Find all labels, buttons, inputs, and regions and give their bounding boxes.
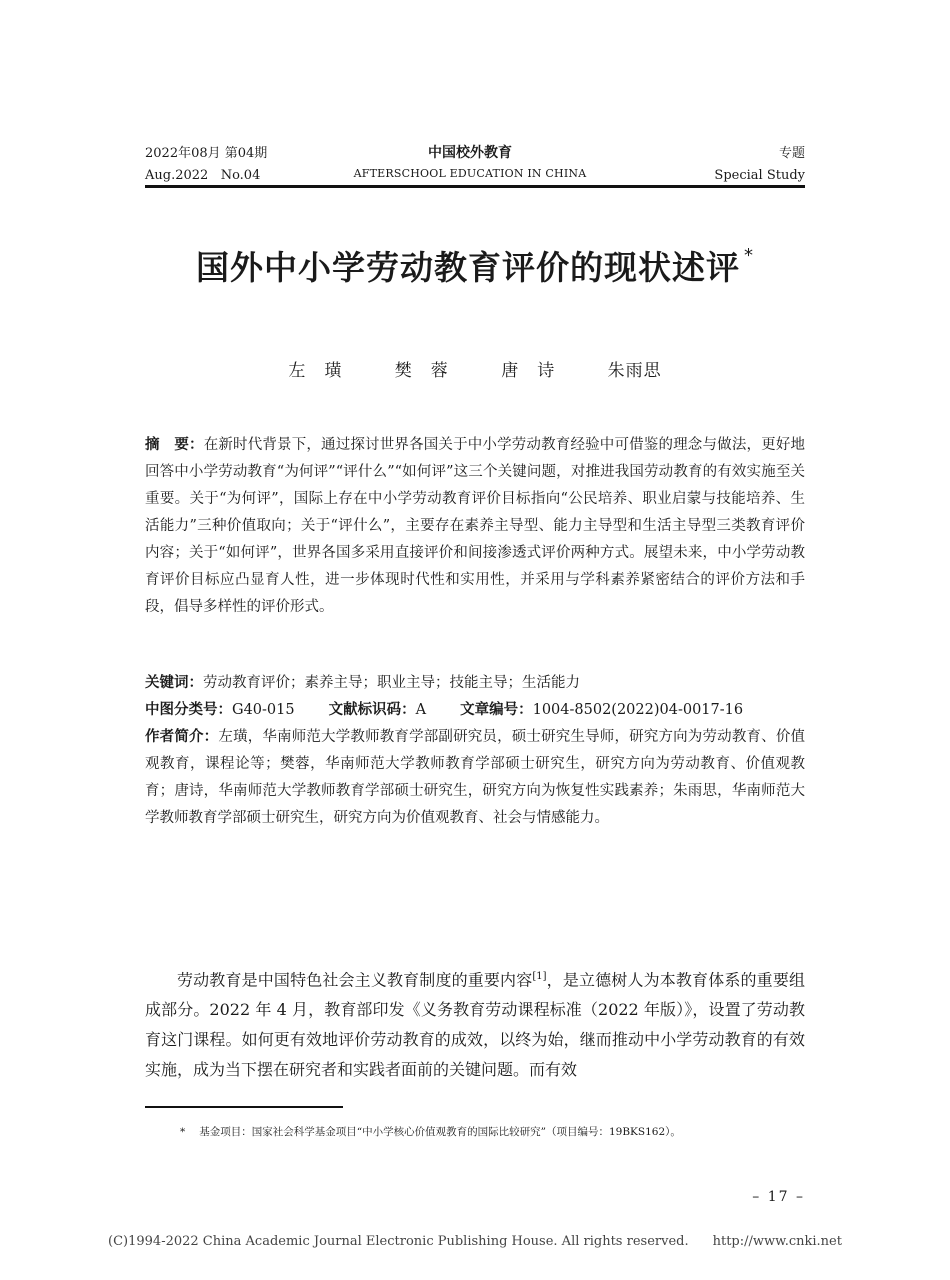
clc-label: 中图分类号：: [145, 702, 232, 718]
header-rule: [145, 185, 805, 188]
abstract: [145, 432, 805, 621]
author-name: 朱雨思: [607, 361, 662, 381]
copyright-line: [0, 1234, 950, 1249]
author-info: [145, 724, 805, 832]
clc-value: G40-015: [232, 702, 295, 718]
footnote-rule: [145, 1106, 343, 1108]
issue-cn: 2022年08月 第04期: [145, 146, 268, 161]
article-title: [110, 242, 840, 289]
keywords-label: 关键词：: [145, 675, 203, 691]
header-issue: [145, 143, 267, 187]
title-footnote-mark: *: [744, 245, 754, 266]
author-list: [145, 356, 805, 381]
section-en: Special Study: [714, 168, 805, 183]
body-paragraph: [145, 962, 805, 1085]
article-number-label: 文章编号：: [460, 702, 533, 718]
doc-code-value: A: [415, 702, 427, 718]
keywords-text: 劳动教育评价；素养主导；职业主导；技能主导；生活能力: [203, 675, 580, 691]
author-info-text: 左璜，华南师范大学教师教育学部副研究员，硕士研究生导师，研究方向为劳动教育、价值观教育，课程论等；樊蓉，华南师范大学教师教育学部硕士研究生，研究方向为劳动教育、价值观教育；唐诗，华南师范大学教师教育学部硕士研究生，研究方向为恢复性实践素养；朱雨思，华南师范大学教师教育学部硕士研究生，研究方向为价值观教育、社会与情感能力。: [145, 729, 806, 826]
abstract-text: 在新时代背景下，通过探讨世界各国关于中小学劳动教育经验中可借鉴的理念与做法，更好地回答中小学劳动教育“为何评”“评什么”“如何评”这三个关键问题，对推进我国劳动教育的有效实施至关重要。关于“为何评”，国际上存在中小学劳动教育评价目标指向“公民培养、职业启蒙与技能培养、生活能力”三种价值取向；关于“评什么”，主要存在素养主导型、能力主导型和生活主导型三类教育评价内容；关于“如何评”，世界各国多采用直接评价和间接渗透式评价两种方式。展望未来，中小学劳动教育评价目标应凸显育人性，进一步体现时代性和实用性，并采用与学科素养紧密结合的评价方法和手段，倡导多样性的评价形式。: [145, 437, 806, 615]
body-text-part1: 劳动教育是中国特色社会主义教育制度的重要内容: [177, 970, 533, 990]
journal-name-cn: 中国校外教育: [428, 145, 512, 161]
article-number-value: 1004-8502(2022)04-0017-16: [532, 702, 744, 718]
section-cn: 专题: [778, 146, 805, 161]
author-info-label: 作者简介：: [145, 729, 219, 745]
classification-line: [145, 697, 805, 724]
article-title-text: 国外中小学劳动教育评价的现状述评: [196, 248, 740, 287]
header-section: [714, 143, 805, 187]
footnote-text: 基金项目：国家社会科学基金项目“中小学核心价值观教育的国际比较研究”（项目编号：19BKS162）。: [199, 1126, 681, 1138]
author-name: 樊 蓉: [394, 361, 449, 381]
author-name: 左 璜: [288, 361, 343, 381]
copyright-url: http://www.cnki.net: [712, 1234, 842, 1249]
citation-ref: [1]: [532, 971, 547, 982]
footnote: [180, 1124, 681, 1140]
author-name: 唐 诗: [501, 361, 556, 381]
journal-name-en: AFTERSCHOOL EDUCATION IN CHINA: [353, 167, 587, 180]
page-number: – 17 –: [752, 1189, 805, 1205]
abstract-label: 摘 要：: [145, 437, 204, 453]
body-text-part2: ，是立德树人为本教育体系的重要组成部分。2022 年 4 月，教育部印发《义务教育劳动课程标准（2022 年版）》，设置了劳动教育这门课程。如何更有效地评价劳动教育的成效，以终为始，继而推动中小学劳动教育的有效实施，成为当下摆在研究者和实践者面前的关键问题。而有效: [145, 970, 805, 1080]
header-journal: [330, 143, 610, 185]
doc-code-label: 文献标识码：: [328, 702, 416, 718]
footnote-mark: *: [180, 1126, 186, 1138]
keywords: [145, 670, 805, 697]
copyright-text: (C)1994-2022 China Academic Journal Electronic Publishing House. All rights reserved.: [108, 1234, 689, 1249]
issue-en: Aug.2022 No.04: [145, 168, 261, 183]
